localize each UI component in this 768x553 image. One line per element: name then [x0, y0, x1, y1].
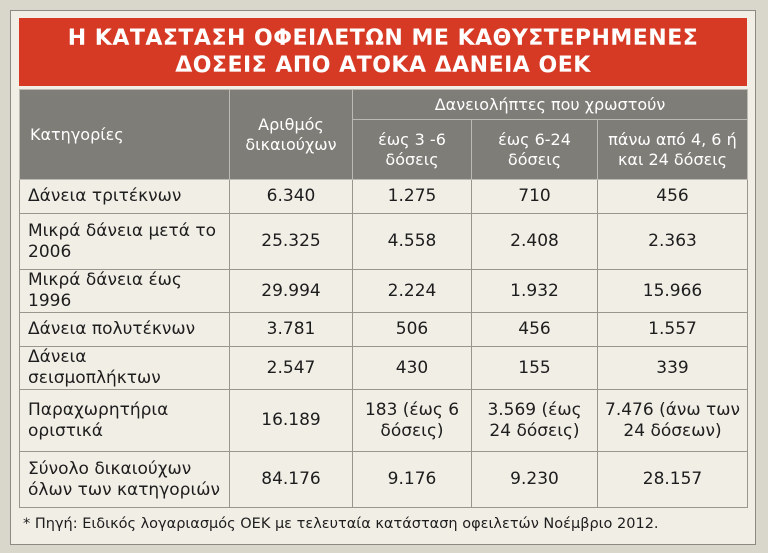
row-col-3: 28.157 — [598, 452, 748, 508]
table-row — [20, 214, 748, 270]
row-col-2: 2.408 — [472, 214, 598, 270]
article-panel — [10, 10, 756, 545]
header-category: Κατηγορίες — [20, 90, 230, 180]
row-beneficiaries: 16.189 — [230, 390, 353, 452]
row-beneficiaries: 25.325 — [230, 214, 353, 270]
row-col-2: 710 — [472, 180, 598, 214]
row-col-3: 2.363 — [598, 214, 748, 270]
row-col-1: 183 (έως 6 δόσεις) — [353, 390, 472, 452]
row-col-2: 9.230 — [472, 452, 598, 508]
row-category: Παραχωρητήρια οριστικά — [20, 390, 230, 452]
table-row — [20, 347, 748, 390]
title-line-2: ΔΟΣΕΙΣ ΑΠΟ ΑΤΟΚΑ ΔΑΝΕΙΑ ΟΕΚ — [175, 53, 591, 78]
row-category: Δάνεια τριτέκνων — [20, 180, 230, 214]
row-beneficiaries: 6.340 — [230, 180, 353, 214]
row-col-1: 9.176 — [353, 452, 472, 508]
row-col-1: 4.558 — [353, 214, 472, 270]
row-col-3: 7.476 (άνω των 24 δόσεων) — [598, 390, 748, 452]
header-sub-3: πάνω από 4, 6 ή και 24 δόσεις — [598, 120, 748, 180]
row-beneficiaries: 3.781 — [230, 313, 353, 347]
row-category: Μικρά δάνεια έως 1996 — [20, 270, 230, 313]
table-row — [20, 180, 748, 214]
row-col-2: 155 — [472, 347, 598, 390]
table-row — [20, 270, 748, 313]
row-beneficiaries: 84.176 — [230, 452, 353, 508]
row-category: Σύνολο δικαιούχων όλων των κατηγοριών — [20, 452, 230, 508]
table-row — [20, 313, 748, 347]
row-col-3: 1.557 — [598, 313, 748, 347]
debtors-table — [19, 89, 748, 508]
table-row — [20, 390, 748, 452]
header-sub-2: έως 6-24 δόσεις — [472, 120, 598, 180]
row-beneficiaries: 2.547 — [230, 347, 353, 390]
row-col-2: 1.932 — [472, 270, 598, 313]
row-category: Δάνεια πολυτέκνων — [20, 313, 230, 347]
row-category: Μικρά δάνεια μετά το 2006 — [20, 214, 230, 270]
row-category: Δάνεια σεισμοπλήκτων — [20, 347, 230, 390]
row-col-1: 506 — [353, 313, 472, 347]
source-footnote: * Πηγή: Ειδικός λογαριασμός ΟΕΚ με τελευταία κατάσταση οφειλετών Νοέμβριο 2012. — [23, 516, 659, 532]
row-col-1: 1.275 — [353, 180, 472, 214]
table-title — [19, 18, 747, 86]
title-line-1: Η ΚΑΤΑΣΤΑΣΗ ΟΦΕΙΛΕΤΩΝ ΜΕ ΚΑΘΥΣΤΕΡΗΜΕΝΕΣ — [67, 26, 699, 51]
row-col-3: 339 — [598, 347, 748, 390]
header-beneficiaries: Αριθμός δικαιούχων — [230, 90, 353, 180]
header-debtors-group: Δανειολήπτες που χρωστούν — [353, 90, 748, 120]
row-beneficiaries: 29.994 — [230, 270, 353, 313]
header-sub-1: έως 3 -6 δόσεις — [353, 120, 472, 180]
row-col-3: 15.966 — [598, 270, 748, 313]
table-row-total — [20, 452, 748, 508]
row-col-2: 456 — [472, 313, 598, 347]
row-col-1: 430 — [353, 347, 472, 390]
row-col-3: 456 — [598, 180, 748, 214]
row-col-1: 2.224 — [353, 270, 472, 313]
row-col-2: 3.569 (έως 24 δόσεις) — [472, 390, 598, 452]
